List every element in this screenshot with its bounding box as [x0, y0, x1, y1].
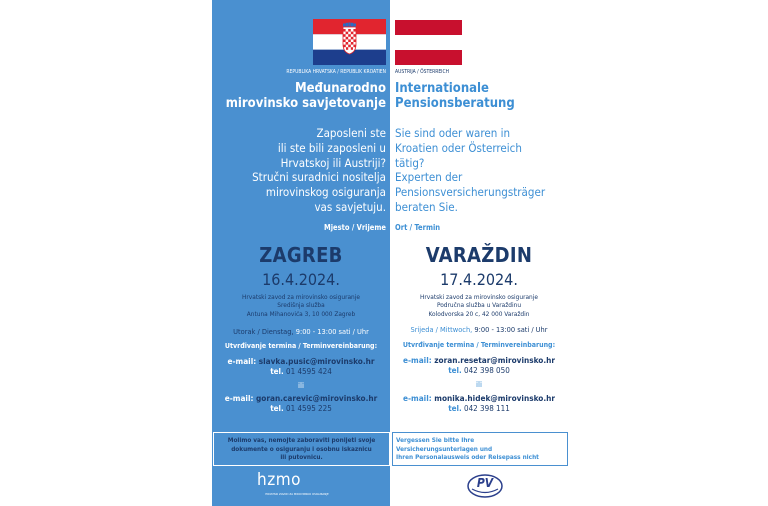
right-intro-line: tätig? [395, 155, 425, 170]
right-intro-line: Kroatien oder Österreich [395, 140, 522, 155]
left-intro-line: Zaposleni ste [316, 126, 386, 140]
right-city: VARAŽDIN [425, 243, 533, 267]
left-address [212, 293, 390, 318]
left-hours-value: 9:00 - 13:00 sati / Uhr [295, 327, 369, 336]
tel-label: tel. [448, 404, 462, 413]
right-contact-1 [390, 355, 568, 375]
email-label: e-mail: [224, 393, 254, 403]
right-title [395, 81, 515, 111]
left-date: 16.4.2024. [262, 270, 340, 289]
pv-logo [467, 474, 503, 498]
left-place-label: Mjesto / Vrijeme [323, 223, 386, 232]
left-country-label: REPUBLIKA HRVATSKA / REPUBLIK KROATIEN [286, 69, 386, 75]
right-booking-label: Utvrđivanje termina / Terminvereinbarung: [402, 341, 556, 349]
left-address-line: Središnja služba [277, 301, 325, 310]
right-hours-value: 9:00 - 13:00 sati / Uhr [474, 325, 548, 334]
right-date: 17.4.2024. [440, 270, 518, 289]
left-address-line: Antuna Mihanovića 3, 10 000 Zagreb [246, 309, 356, 318]
right-intro-line: beraten Sie. [395, 199, 458, 214]
email-label: e-mail: [402, 393, 432, 403]
left-tel-1[interactable]: 01 4595 424 [286, 367, 332, 376]
left-note-line: dokumente o osiguranju i osobnu iskaznicu [231, 444, 372, 453]
austrian-flag-icon [395, 20, 462, 65]
left-hours [212, 327, 390, 336]
left-hours-label: Utorak / Dienstag, [233, 327, 294, 336]
right-note-line: Vergessen Sie bitte Ihre [396, 436, 475, 444]
left-email-1-link[interactable]: slavka.pusic@mirovinsko.hr [258, 356, 375, 366]
right-note-line: Ihren Personalausweis oder Reisepass nicht [396, 453, 539, 462]
email-label: e-mail: [402, 355, 432, 365]
right-country-label: AUSTRIJA / ÖSTERREICH [395, 69, 450, 75]
left-intro [252, 126, 386, 215]
right-address-line: Hrvatski zavod za mirovinsko osiguranje [420, 293, 538, 301]
left-intro-line: Stručni suradnici nositelja [252, 170, 386, 185]
right-or: ili [476, 380, 482, 389]
right-address [390, 293, 568, 318]
left-contact-1 [212, 356, 390, 376]
right-contact-2 [390, 393, 568, 413]
left-title [226, 81, 386, 111]
right-tel-1[interactable]: 042 398 050 [464, 366, 510, 375]
right-address-line: Područna služba u Varaždinu [436, 301, 522, 310]
right-hours-label: Srijeda / Mittwoch, [410, 325, 473, 334]
right-title-line: Internationale [395, 81, 489, 96]
right-note-line: Versicherungsunterlagen und [396, 444, 493, 453]
hzmo-logo: hzmo [257, 470, 301, 490]
email-label: e-mail: [227, 356, 257, 366]
right-intro-line: Experten der [395, 170, 463, 185]
right-title-line: Pensionsberatung [395, 96, 515, 111]
hzmo-logo-subtitle: HRVATSKI ZAVOD ZA MIROVINSKO OSIGURANJE [265, 492, 329, 496]
pv-logo-text: PV [476, 476, 494, 490]
right-intro-line: Sie sind oder waren in [395, 126, 511, 140]
right-intro [395, 126, 545, 215]
left-city: ZAGREB [259, 243, 343, 267]
left-intro-line: mirovinskog osiguranja [265, 185, 386, 200]
left-email-2-link[interactable]: goran.carevic@mirovinsko.hr [256, 393, 378, 403]
left-intro-line: vas savjetuju. [314, 199, 386, 214]
tel-label: tel. [270, 367, 284, 376]
left-contact-2 [212, 393, 390, 413]
left-or: ili [298, 381, 304, 390]
right-note [396, 436, 539, 462]
left-intro-line: Hrvatskoj ili Austriji? [280, 155, 386, 170]
left-booking-label: Utvrđivanje termina / Terminvereinbarung: [224, 342, 378, 350]
left-address-line: Hrvatski zavod za mirovinsko osiguranje [242, 293, 360, 301]
right-address-line: Kolodvorska 20 c, 42 000 Varaždin [428, 309, 530, 318]
left-intro-line: ili ste bili zaposleni u [277, 140, 386, 155]
right-hours [390, 325, 568, 334]
right-tel-2[interactable]: 042 398 111 [464, 404, 510, 413]
right-email-2-link[interactable]: monika.hidek@mirovinsko.hr [434, 393, 556, 403]
right-email-1-link[interactable]: zoran.resetar@mirovinsko.hr [434, 355, 556, 365]
left-note-line: Molimo vas, nemojte zaboraviti ponijeti svoje [227, 436, 376, 444]
left-note-line: ili putovnicu. [280, 453, 323, 462]
left-note [213, 436, 390, 462]
tel-label: tel. [448, 366, 462, 375]
croatian-flag-icon [313, 19, 386, 65]
right-intro-line: Pensionsversicherungsträger [395, 185, 546, 200]
right-place-label: Ort / Termin [395, 223, 441, 232]
left-tel-2[interactable]: 01 4595 225 [286, 404, 332, 413]
left-title-line: Međunarodno [294, 81, 386, 96]
tel-label: tel. [270, 404, 284, 413]
left-title-line: mirovinsko savjetovanje [225, 96, 386, 111]
